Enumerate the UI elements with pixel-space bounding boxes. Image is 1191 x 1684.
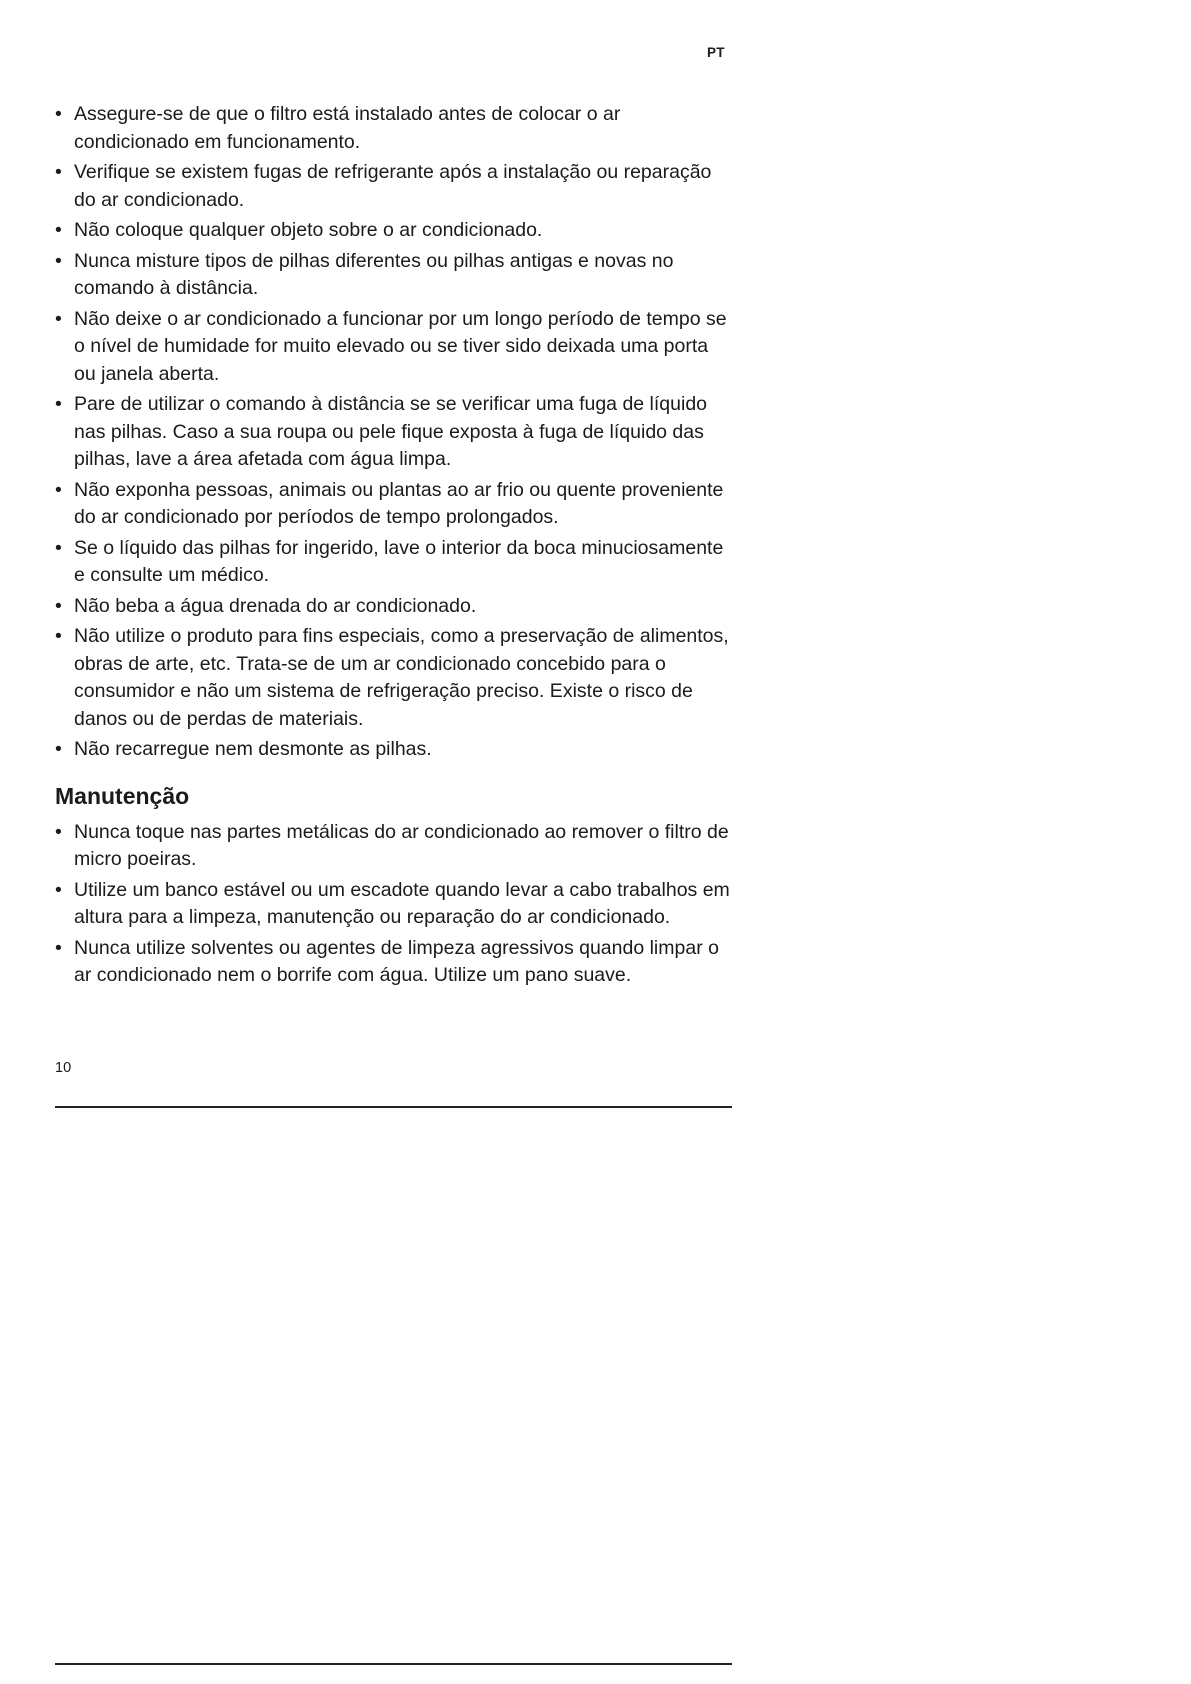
bullet-marker: •: [55, 738, 62, 760]
bullet-marker: •: [55, 936, 62, 959]
list-item: [55, 736, 733, 764]
bullet-text: Nunca misture tipos de pilhas diferentes ou pilhas antigas e novas no comando à distância.: [74, 249, 674, 299]
bullet-marker: •: [55, 307, 62, 330]
section-title-maintenance: Manutenção: [55, 782, 190, 809]
bullet-marker: •: [55, 625, 62, 647]
bullet-text: Verifique se existem fugas de refrigerante após a instalação ou reparação do ar condicionado.: [74, 161, 712, 211]
list-item: [55, 101, 733, 156]
list-item: [55, 935, 733, 990]
bullet-text: Se o líquido das pilhas for ingerido, lave o interior da boca minuciosamente e consulte um médico.: [74, 536, 724, 586]
list-item: [55, 819, 733, 874]
list-item: [55, 877, 733, 932]
safety-bullet-list: [55, 101, 733, 764]
bullet-marker: •: [55, 219, 62, 241]
list-item: [55, 477, 733, 532]
bullet-text: Assegure-se de que o filtro está instalado antes de colocar o ar condicionado em funcionamento.: [74, 103, 621, 153]
list-item: [55, 391, 733, 474]
list-item: [55, 535, 733, 590]
bullet-marker: •: [55, 249, 62, 272]
bullet-text: Não recarregue nem desmonte as pilhas.: [74, 738, 432, 760]
bullet-text: Nunca utilize solventes ou agentes de limpeza agressivos quando limpar o ar condicionado nem o borrife com água. Utilize um pano suave.: [74, 936, 719, 986]
bullet-marker: •: [55, 594, 62, 617]
list-item: [55, 248, 733, 303]
bullet-text: Não deixe o ar condicionado a funcionar por um longo período de tempo se o nível de humidade for muito elevado ou se tiver sido deixada uma porta ou janela aberta.: [74, 307, 727, 385]
bullet-marker: •: [55, 478, 62, 501]
bullet-text: Utilize um banco estável ou um escadote quando levar a cabo trabalhos em altura para a limpeza, manutenção ou reparação do ar condicionado.: [74, 878, 730, 928]
list-item: [55, 623, 733, 733]
list-item: [55, 593, 733, 621]
maintenance-bullet-list: [55, 819, 733, 990]
page-number: 10: [55, 1060, 72, 1076]
bullet-text: Não exponha pessoas, animais ou plantas ao ar frio ou quente proveniente do ar condicionado por períodos de tempo prolongados.: [74, 478, 724, 528]
page-content: [55, 101, 733, 993]
bullet-text: Pare de utilizar o comando à distância se se verificar uma fuga de líquido nas pilhas. Caso a sua roupa ou pele fique exposta à fuga de líquido das pilhas, lave a área afetada com água limpa.: [74, 393, 708, 470]
bullet-marker: •: [55, 393, 62, 415]
bullet-text: Não utilize o produto para fins especiais, como a preservação de alimentos, obras de arte, etc. Trata-se de um ar condicionado concebido para o consumidor e não um sistema de refrigeração preciso. Existe o risco de danos ou de perdas de materiais.: [74, 625, 729, 730]
bullet-marker: •: [55, 103, 62, 125]
page-bottom-divider: [55, 1663, 732, 1665]
list-item: [55, 159, 733, 214]
bullet-text: Não coloque qualquer objeto sobre o ar condicionado.: [74, 219, 543, 241]
bullet-marker: •: [55, 878, 62, 901]
list-item: [55, 306, 733, 389]
language-label: PT: [707, 45, 725, 60]
list-item: [55, 217, 733, 245]
bullet-marker: •: [55, 820, 62, 843]
footer-divider: [55, 1106, 732, 1108]
bullet-text: Não beba a água drenada do ar condicionado.: [74, 594, 477, 617]
bullet-marker: •: [55, 536, 62, 559]
bullet-marker: •: [55, 161, 62, 183]
bullet-text: Nunca toque nas partes metálicas do ar condicionado ao remover o filtro de micro poeiras.: [74, 820, 729, 870]
